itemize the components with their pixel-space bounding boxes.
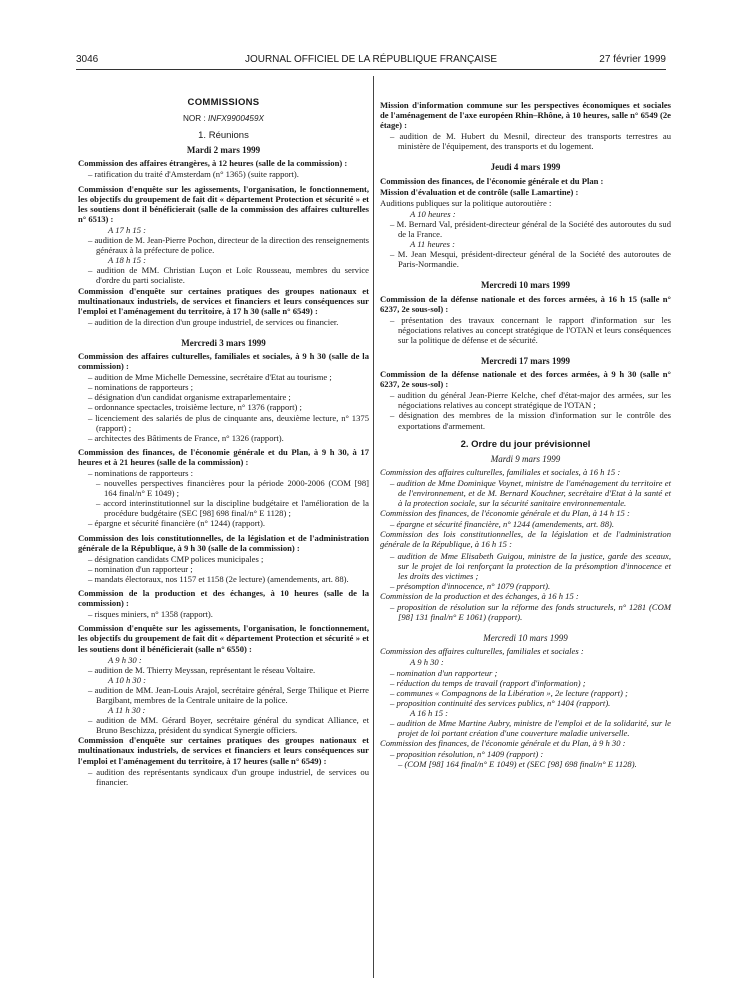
- page-number: 3046: [76, 54, 99, 65]
- meeting-entry: Commission des finances, de l'économie générale et du Plan :: [380, 175, 604, 186]
- agenda-item: – désignation des membres de la mission d'information sur le contrôle des exportations d'armement.: [390, 410, 671, 431]
- agenda-item: – audition de M. Hubert du Mesnil, directeur des transports terrestres au ministère de l'équipement, des transports et du logement.: [390, 131, 671, 152]
- time-label: A 16 h 15 :: [410, 707, 449, 718]
- time-label: A 10 h 30 :: [108, 674, 147, 685]
- agenda-item: – nomination d'un rapporteur ;: [390, 667, 498, 678]
- agenda-item: – audition de M. Jean-Pierre Pochon, directeur de la direction des renseignements généraux à la préfecture de police.: [88, 235, 369, 256]
- meeting-entry: Commission d'enquête sur les agissements, l'organisation, le fonctionnement, les objectifs du groupement de fait dit « département Protection et sécurité » et les soutiens dont il bénéficierait (salle de la commission des affaires culturelles n° 6513) :: [78, 183, 369, 224]
- date-heading: Mercredi 3 mars 1999: [181, 337, 266, 348]
- agenda-subitem: – accord interinstitutionnel sur la discipline budgétaire et l'amélioration de la procédure budgétaire (SEC [98] 698 final/n° E 1128) ;: [96, 498, 369, 519]
- journal-title: JOURNAL OFFICIEL DE LA RÉPUBLIQUE FRANÇAISE: [244, 54, 498, 65]
- agenda-item: – audition de Mme Martine Aubry, ministre de l'emploi et de la solidarité, sur le projet de loi portant création d'une couverture maladie universelle.: [390, 717, 671, 739]
- meeting-entry: Commission des affaires culturelles, familiales et sociales :: [380, 646, 584, 657]
- meeting-entry: Commission de la production et des échanges, à 10 heures (salle de la commission) :: [78, 588, 369, 609]
- agenda-item: – M. Bernard Val, président-directeur général de la Société des autoroutes du sud de la France.: [390, 218, 671, 240]
- agenda-item: – désignation candidats CMP polices municipales ;: [88, 553, 264, 564]
- agenda-item: – licenciement des salariés de plus de cinquante ans, deuxième lecture, n° 1375 (rapport) ;: [88, 412, 369, 433]
- agenda-item: – présentation des travaux concernant le rapport d'information sur les négociations relatives au concept stratégique de l'OTAN et leurs conséquences sur la politique de défense et de sécurité.: [390, 314, 671, 345]
- agenda-item: – audition du général Jean-Pierre Kelche, chef d'état-major des armées, sur les négociations relatives au concept stratégique de l'OTAN ;: [390, 390, 671, 411]
- date-heading: Jeudi 4 mars 1999: [490, 162, 561, 173]
- meeting-entry: Commission des affaires étrangères, à 12 heures (salle de la commission) :: [78, 158, 348, 169]
- nor-code: INFX9900459X: [208, 114, 265, 124]
- agenda-item: – audition de Mme Dominique Voynet, ministre de l'aménagement du territoire et de l'environnement, et de M. Bernard Kouchner, secrétaire d'Etat à la santé et à la protection sociale, sur la sécurité sanitaire environnementale.: [390, 477, 671, 509]
- agenda-item: – désignation d'un candidat organisme extraparlementaire ;: [88, 392, 291, 403]
- header-rule: [76, 69, 666, 70]
- agenda-item: – audition de la direction d'un groupe industriel, de services ou financier.: [88, 316, 339, 327]
- agenda-item: – audition de Mme Elisabeth Guigou, ministre de la justice, garde des sceaux, sur le projet de loi renforçant la protection de la présomption d'innocence et les droits des victimes ;: [390, 550, 671, 581]
- nor-label: NOR :: [182, 114, 209, 124]
- agenda-item: – présomption d'innocence, n° 1079 (rapport).: [390, 580, 551, 591]
- agenda-item: – architectes des Bâtiments de France, n° 1326 (rapport).: [88, 432, 284, 443]
- page-header: [76, 54, 666, 68]
- agenda-subitem: – (COM [98] 164 final/n° E 1049) et (SEC [98] 698 final/n° E 1128).: [398, 759, 637, 770]
- meeting-entry: Commission d'enquête sur les agissements, l'organisation, le fonctionnement, les objectifs du groupement de fait dit « département Protection et sécurité » et les soutiens dont il bénéficierait (salle n° 6550) :: [78, 623, 369, 654]
- time-label: A 17 h 15 :: [108, 224, 147, 235]
- section-title: COMMISSIONS: [187, 97, 260, 108]
- agenda-item: – audition des représentants syndicaux d'un groupe industriel, de services ou financier.: [88, 766, 369, 787]
- agenda-item: – réduction du temps de travail (rapport d'information) ;: [390, 677, 586, 688]
- time-label: A 9 h 30 :: [410, 657, 444, 668]
- left-column: [78, 80, 369, 787]
- agenda-item: – nominations de rapporteurs :: [88, 468, 194, 478]
- meeting-entry: Commission de la défense nationale et des forces armées, à 9 h 30 (salle n° 6237, 2e sous-sol) :: [380, 369, 671, 390]
- meeting-entry: Commission des lois constitutionnelles, de la législation et de l'administration générale de la République, à 16 h 15 :: [380, 529, 671, 550]
- date-heading: Mardi 2 mars 1999: [186, 145, 261, 156]
- agenda-item: – risques miniers, n° 1358 (rapport).: [88, 609, 213, 620]
- agenda-item: – proposition continuité des services publics, n° 1404 (rapport).: [390, 697, 611, 708]
- meeting-entry: Commission des finances, de l'économie générale et du Plan, à 14 h 15 :: [380, 508, 630, 519]
- date-heading: Mardi 9 mars 1999: [490, 453, 561, 464]
- agenda-item: – audition de MM. Jean-Louis Arajol, secrétaire général, Serge Thilique et Pierre Bargibant, membres de la Centrale unitaire de la police.: [88, 684, 369, 705]
- meeting-entry: Mission d'information commune sur les perspectives économiques et sociales de l'aménagement de l'axe européen Rhin–Rhône, à 10 heures, salle n° 6549 (2e étage) :: [380, 100, 671, 131]
- agenda-item: – ratification du traité d'Amsterdam (n° 1365) (suite rapport).: [88, 169, 299, 180]
- date-heading: Mercredi 10 mars 1999: [483, 633, 568, 644]
- column-divider: [373, 76, 374, 978]
- meeting-entry: Commission d'enquête sur certaines pratiques des groupes nationaux et multinationaux industriels, de services et financiers et leurs conséquences sur l'emploi et l'aménagement du territoire, à 17 h 30 (salle n° 6549) :: [78, 285, 369, 316]
- time-label: A 11 h 30 :: [108, 705, 146, 716]
- right-column: [380, 80, 671, 769]
- meeting-entry: Commission des affaires culturelles, familiales et sociales, à 16 h 15 :: [380, 466, 621, 477]
- nor-reference: [78, 114, 369, 124]
- agenda-item: – proposition de résolution sur la réforme des fonds structurels, n° 1281 (COM [98] 131 final/n° E 1061) (rapport).: [390, 602, 671, 623]
- meeting-note: Auditions publiques sur la politique autoroutière :: [380, 197, 552, 208]
- meeting-entry: Commission des lois constitutionnelles, de la législation et de l'administration générale de la République, à 9 h 30 (salle de la commission) :: [78, 532, 369, 553]
- time-label: A 11 heures :: [410, 239, 455, 250]
- agenda-item: – épargne et sécurité financière (n° 1244) (rapport).: [88, 518, 265, 529]
- meeting-entry: Commission des finances, de l'économie générale et du Plan, à 9 h 30, à 17 heures et à 21 heures (salle de la commission) :: [78, 446, 369, 467]
- agenda-item: – audition de M. Thierry Meyssan, représentant le réseau Voltaire.: [88, 664, 316, 675]
- agenda-item: – ordonnance spectacles, troisième lecture, n° 1376 (rapport) ;: [88, 402, 302, 413]
- time-label: A 9 h 30 :: [108, 654, 142, 665]
- meeting-entry: Commission des affaires culturelles, familiales et sociales, à 9 h 30 (salle de la commission) :: [78, 350, 369, 372]
- agenda-item: – nomination d'un rapporteur ;: [88, 563, 193, 574]
- agenda-item: – audition de MM. Christian Luçon et Loïc Rousseau, membres du service d'ordre du parti socialiste.: [88, 265, 369, 286]
- agenda-item: – audition de Mme Michelle Demessine, secrétaire d'Etat au tourisme ;: [88, 372, 332, 383]
- section-heading: 1. Réunions: [198, 130, 249, 142]
- date-heading: Mercredi 17 mars 1999: [481, 355, 570, 366]
- issue-date: 27 février 1999: [599, 54, 666, 65]
- meeting-entry: Commission d'enquête sur certaines pratiques des groupes nationaux et multinationaux industriels, de services et financiers et leurs conséquences sur l'emploi et l'aménagement du territoire, à 17 heures (salle n° 6549) :: [78, 735, 369, 766]
- agenda-subitem: – nouvelles perspectives financières pour la période 2000-2006 (COM [98] 164 final/n° E 1049) ;: [96, 478, 369, 499]
- meeting-entry: Commission des finances, de l'économie générale et du Plan, à 9 h 30 :: [380, 738, 626, 749]
- agenda-item: – communes « Compagnons de la Libération », 2e lecture (rapport) ;: [390, 687, 628, 698]
- agenda-item: – mandats électoraux, nos 1157 et 1158 (2e lecture) (amendements, art. 88).: [88, 573, 349, 584]
- time-label: A 18 h 15 :: [108, 255, 147, 266]
- agenda-item: – nominations de rapporteurs ;: [88, 382, 194, 393]
- time-label: A 10 heures :: [410, 208, 456, 219]
- agenda-item: – épargne et sécurité financière, n° 1244 (amendements, art. 88).: [390, 519, 615, 530]
- meeting-entry: Commission de la défense nationale et des forces armées, à 16 h 15 (salle n° 6237, 2e sous-sol) :: [380, 293, 671, 314]
- agenda-item: – audition de MM. Gérard Boyer, secrétaire général du syndicat Alliance, et Bruno Beschizza, président du syndicat Synergie officiers.: [88, 715, 369, 736]
- section-heading: 2. Ordre du jour prévisionnel: [460, 438, 591, 450]
- meeting-entry: Commission de la production et des échanges, à 16 h 15 :: [380, 590, 579, 601]
- date-heading: Mercredi 10 mars 1999: [481, 280, 570, 291]
- agenda-item: – M. Jean Mesqui, président-directeur général de la Société des autoroutes de Paris-Normandie.: [390, 249, 671, 270]
- agenda-item: – proposition résolution, n° 1409 (rapport) :: [390, 749, 544, 760]
- meeting-subentry: Mission d'évaluation et de contrôle (salle Lamartine) :: [380, 186, 579, 197]
